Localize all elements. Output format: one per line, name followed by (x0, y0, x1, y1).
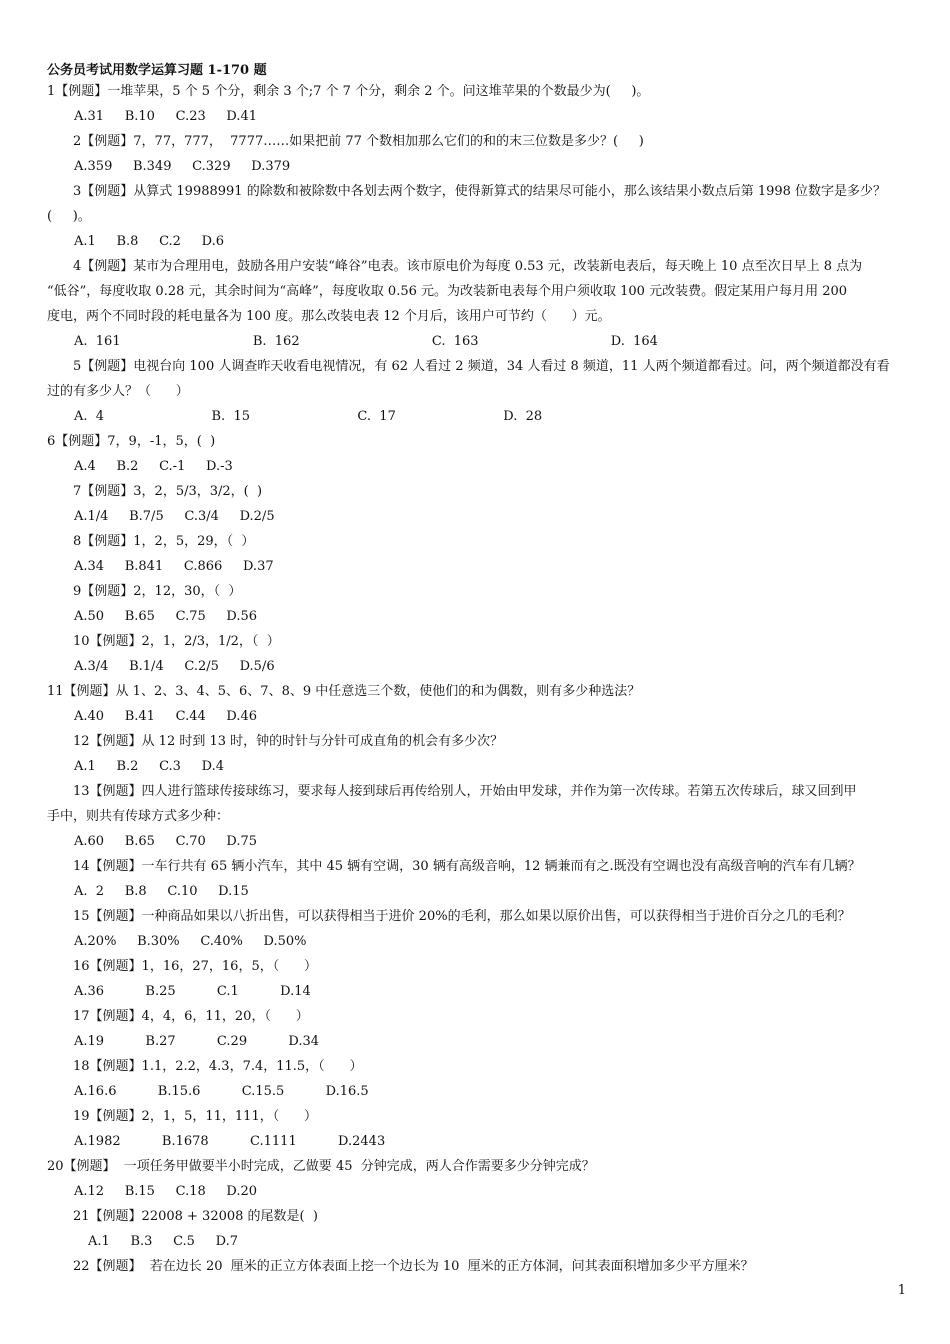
question-line: 16【例题】1，16，27，16，5，（ ） (73, 959, 318, 974)
question-line: “低谷”，每度收取 0.28 元，其余时间为“高峰”，每度收取 0.56 元。为改装新电表每个用户须收取 100 元改装费。假定某用户每月用 200 (47, 284, 848, 299)
options-line: A.60 B.65 C.70 D.75 (74, 834, 258, 849)
question-line: 6【例题】7，9，-1，5，( ) (47, 434, 216, 449)
question-line: 19【例题】2，1，5，11，111，（ ） (73, 1109, 318, 1124)
options-line: A. 161 B. 162 C. 163 D. 164 (74, 334, 658, 349)
question-line: 1【例题】一堆苹果，5 个 5 个分，剩余 3 个;7 个 7 个分，剩余 2 个。问这堆苹果的个数最少为( )。 (47, 84, 650, 99)
options-line: A.1/4 B.7/5 C.3/4 D.2/5 (74, 509, 275, 524)
question-line: 18【例题】1.1，2.2，4.3，7.4，11.5，（ ） (73, 1059, 363, 1074)
question-line: 过的有多少人？（ ） (47, 384, 189, 399)
options-line: A.1982 B.1678 C.1111 D.2443 (74, 1134, 386, 1149)
question-line: 20【例题】 一项任务甲做要半小时完成，乙做要 45 分钟完成，两人合作需要多少分钟完成？ (47, 1159, 595, 1174)
options-line: A.1 B.2 C.3 D.4 (74, 759, 224, 774)
options-line: A.3/4 B.1/4 C.2/5 D.5/6 (74, 659, 275, 674)
question-line: 10【例题】2，1，2/3，1/2，（ ） (73, 634, 280, 649)
question-line: 度电，两个不同时段的耗电量各为 100 度。那么改装电表 12 个月后，该用户可节约（ ）元。 (47, 309, 611, 324)
question-line: 2【例题】7，77，777， 7777……如果把前 77 个数相加那么它们的和的末三位数是多少？( ) (73, 134, 644, 149)
options-line: A.359 B.349 C.329 D.379 (74, 159, 291, 174)
options-line: A. 2 B.8 C.10 D.15 (74, 884, 249, 899)
question-line: 13【例题】四人进行篮球传接球练习，要求每人接到球后再传给别人，开始由甲发球，并作为第一次传球。若第五次传球后，球又回到甲 (73, 784, 857, 799)
options-line: A.50 B.65 C.75 D.56 (74, 609, 258, 624)
options-line: A.20% B.30% C.40% D.50% (74, 934, 307, 949)
question-line: 22【例题】 若在边长 20 厘米的正立方体表面上挖一个边长为 10 厘米的正方体洞，问其表面积增加多少平方厘米？ (73, 1259, 754, 1274)
question-line: 8【例题】1，2，5，29，（ ） (73, 534, 255, 549)
question-line: 9【例题】2，12，30，（ ） (73, 584, 242, 599)
options-line: A.12 B.15 C.18 D.20 (74, 1184, 258, 1199)
options-line: A.16.6 B.15.6 C.15.5 D.16.5 (74, 1084, 369, 1099)
question-line: 14【例题】一车行共有 65 辆小汽车，其中 45 辆有空调，30 辆有高级音响，12 辆兼而有之.既没有空调也没有高级音响的汽车有几辆？ (73, 859, 861, 874)
question-line: 手中，则共有传球方式多少种： (47, 809, 230, 824)
question-line: 21【例题】22008 + 32008 的尾数是( ) (73, 1209, 318, 1224)
question-line: 15【例题】一种商品如果以八折出售，可以获得相当于进价 20%的毛利，那么如果以原价出售，可以获得相当于进价百分之几的毛利？ (73, 909, 851, 924)
question-line: 7【例题】3，2，5/3，3/2，( ) (73, 484, 263, 499)
options-line: A.40 B.41 C.44 D.46 (74, 709, 258, 724)
options-line: A.1 B.8 C.2 D.6 (74, 234, 224, 249)
question-line: 3【例题】从算式 19988991 的除数和被除数中各划去两个数字，使得新算式的结果尽可能小，那么该结果小数点后第 1998 位数字是多少？ (73, 184, 887, 199)
question-line: 11【例题】从 1、2、3、4、5、6、7、8、9 中任意选三个数，使他们的和为偶数，则有多少种选法？ (47, 684, 641, 699)
question-line: 17【例题】4，4，6，11，20，（ ） (73, 1009, 309, 1024)
question-line: 4【例题】某市为合理用电，鼓励各用户安装“峰谷”电表。该市原电价为每度 0.53 元，改装新电表后，每天晚上 10 点至次日早上 8 点为 (73, 259, 863, 274)
page-number: 1 (897, 1283, 906, 1298)
options-line: A.34 B.841 C.866 D.37 (74, 559, 274, 574)
options-line: A. 4 B. 15 C. 17 D. 28 (74, 409, 543, 424)
options-line: A.1 B.3 C.5 D.7 (88, 1234, 238, 1249)
options-line: A.36 B.25 C.1 D.14 (74, 984, 311, 999)
options-line: A.31 B.10 C.23 D.41 (74, 109, 258, 124)
options-line: A.4 B.2 C.-1 D.-3 (74, 459, 233, 474)
options-line: A.19 B.27 C.29 D.34 (74, 1034, 320, 1049)
document-title: 公务员考试用数学运算习题 1-170 题 (47, 63, 267, 78)
question-line: 12【例题】从 12 时到 13 时，钟的时针与分针可成直角的机会有多少次？ (73, 734, 504, 749)
question-line: 5【例题】电视台向 100 人调查昨天收看电视情况，有 62 人看过 2 频道，34 人看过 8 频道，11 人两个频道都看过。问，两个频道都没有看 (73, 359, 890, 374)
question-line: ( )。 (47, 209, 91, 224)
